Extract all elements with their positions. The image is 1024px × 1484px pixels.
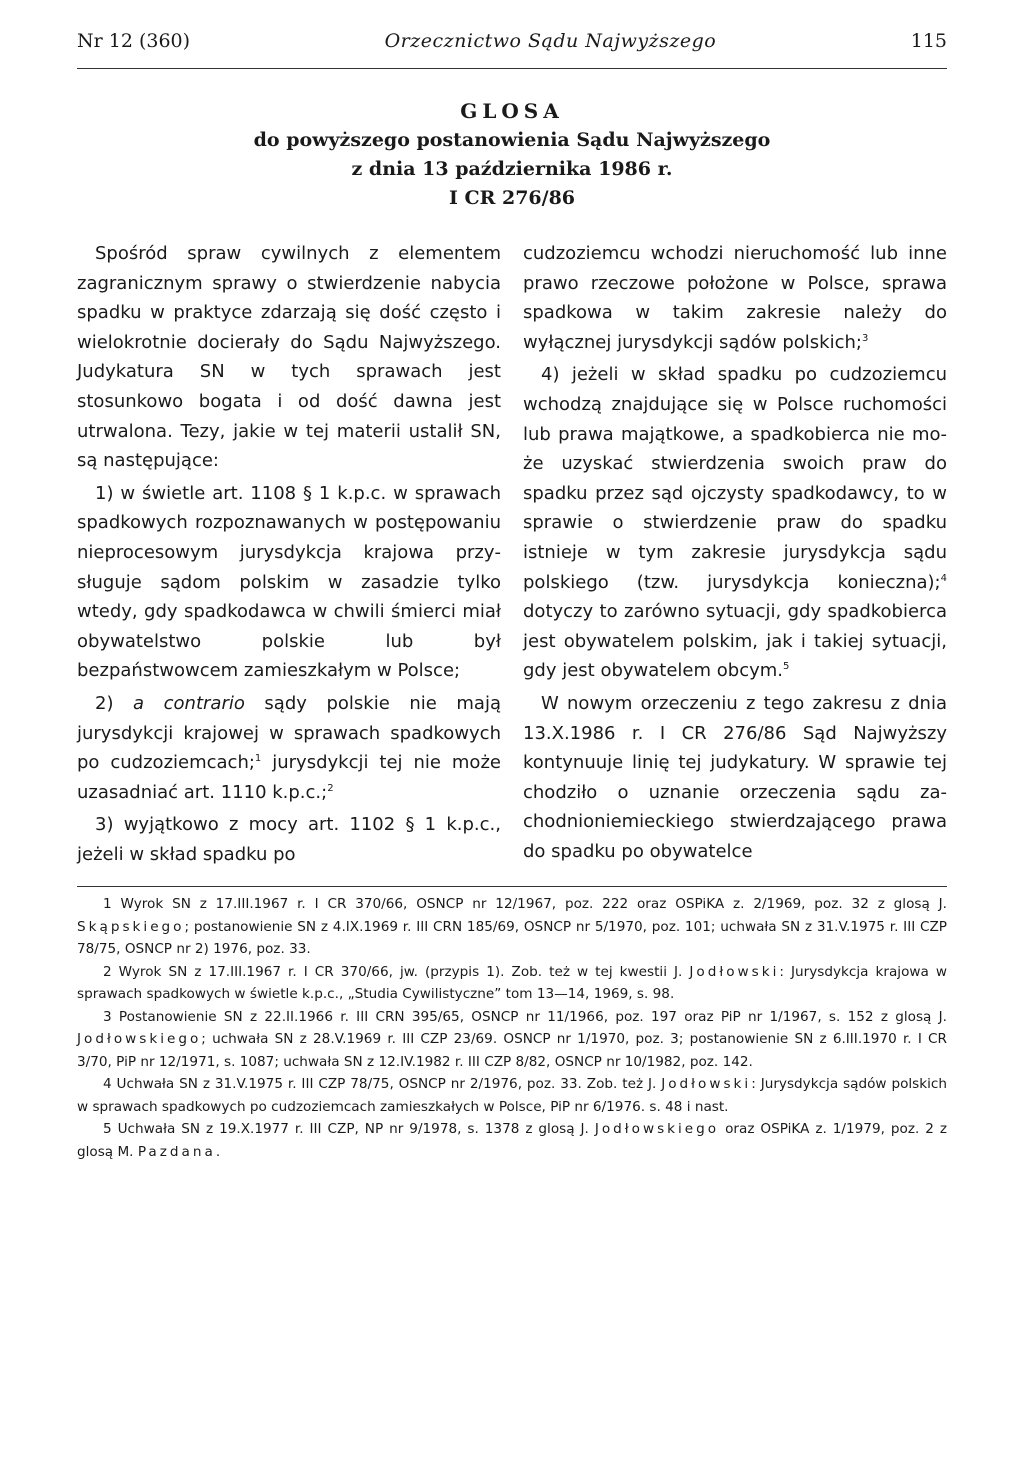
right-column	[523, 239, 947, 869]
paragraph: W nowym orzeczeniu z tego zakresu z dnia 13.X.1986 r. I CR 276/86 Sąd Najwyższy kontynuuje linię tej judykatury. W sprawie tej chodziło o uznanie orzeczenia sądu zachodnioniemieckiego stwierdzającego prawa do spadku po obywatelce	[523, 692, 947, 862]
footnote-ref[interactable]: 3	[861, 332, 869, 344]
paragraph: Spośród spraw cywilnych z elementem zagranicznym sprawy o stwierdzenie nabycia spadku w praktyce zdarzają się dość często i wielokrotnie docierały do Sądu Najwyższego. Judykatura SN w tych sprawach jest stosunkowo bogata i od dość dawna jest utrwalona. Tezy, jakie w tej materii ustalił SN, są następujące:	[77, 243, 501, 472]
footnote-1	[77, 893, 947, 961]
paragraph: 3) wyjątkowo z mocy art. 1102 § 1 k.p.c., jeżeli w skład spadku po	[77, 814, 501, 865]
text-run: 5 Uchwała SN z 19.X.1977 r. III CZP, NP nr 9/1978, s. 1378 z glosą J.	[103, 1121, 589, 1138]
document-page	[77, 30, 947, 1163]
author-name: Jodłowskiego	[77, 1031, 202, 1048]
issue-number: Nr 12 (360)	[77, 30, 191, 52]
paragraph	[523, 239, 947, 357]
article-heading: GLOSA	[460, 99, 564, 123]
article-subtitle-line1: do powyższego postanowienia Sądu Najwyższego	[253, 129, 771, 151]
author-name: Pazdana	[137, 1143, 216, 1160]
latin-phrase: a contrario	[133, 692, 245, 714]
journal-title: Orzecznictwo Sądu Najwyższego	[384, 30, 717, 52]
list-number: 2)	[95, 692, 114, 714]
footnote-rule	[77, 886, 947, 887]
text-run: oraz OSPiKA z. 1/1979, poz. 2 z glosą M.	[77, 1121, 947, 1160]
text-run: cudzoziemcu wchodzi nieruchomość lub inne prawo rzeczowe położone w Polsce, sprawa spadkowa w takim zakresie należy do wyłącznej jurysdykcji sądów polskich;	[523, 243, 947, 353]
author-name: Jodłowski	[661, 1076, 752, 1093]
author-name: Jodłowskiego	[594, 1121, 720, 1138]
text-run: .	[215, 1143, 221, 1160]
case-number: I CR 276/86	[448, 187, 576, 209]
footnote-4	[77, 1073, 947, 1118]
author-name: Skąpskiego	[77, 918, 185, 935]
footnote-3	[77, 1006, 947, 1074]
footnote-ref[interactable]: 4	[940, 572, 947, 584]
footnote-ref[interactable]: 2	[327, 782, 334, 794]
footnote-ref[interactable]: 1	[254, 753, 262, 765]
footnote-ref[interactable]: 5	[783, 661, 790, 673]
article-titles	[77, 97, 947, 213]
body-columns	[77, 239, 947, 869]
paragraph	[523, 360, 947, 686]
text-run: : Jurysdykcja sądów polskich w sprawach spadkowych po cudzoziemcach zamieszkałych w Polsce, PiP nr 6/1976. s. 48 i nast.	[77, 1076, 947, 1115]
paragraph: 1) w świetle art. 1108 § 1 k.p.c. w sprawach spadkowych rozpoznawanych w postępowaniu nieprocesowym jurysdykcja krajowa przysługuje sądom polskim w zasadzie tylko wtedy, gdy spadkodawca w chwili śmierci miał obywatelstwo polskie lub był bezpaństwowcem zamieszkałym w Polsce;	[77, 482, 501, 682]
text-run: 4 Uchwała SN z 31.V.1975 r. III CZP 78/75, OSNCP nr 2/1976, poz. 33. Zob. też J.	[103, 1076, 657, 1093]
page-number: 115	[910, 30, 947, 52]
text-run: ; postanowienie SN z 4.IX.1969 r. III CRN 185/69, OSNCP nr 5/1970, poz. 101; uchwała SN z 31.V.1975 r. III CZP 78/75, OSNCP nr 2) 1976, poz. 33.	[77, 918, 947, 958]
text-run: sądy polskie nie mają jurysdykcji krajowej w sprawach spadkowych po cudzoziemcach;	[77, 692, 501, 774]
footnote-5	[77, 1118, 947, 1163]
text-run: dotyczy to zarówno sytuacji, gdy spadkobierca jest obywatelem polskim, jak i takiej sytuacji, gdy jest obywatelem obcym.	[523, 601, 947, 682]
article-subtitle-line2: z dnia 13 października 1986 r.	[351, 158, 673, 180]
paragraph	[77, 689, 501, 807]
text-run: 4) jeżeli w skład spadku po cudzoziemcu wchodzą znajdujące się w Polsce ruchomości lub prawa majątkowe, a spadkobierca nie może uzyskać stwierdzenia swoich praw do spadku przez sąd ojczysty spadkodawcy, to w sprawie o stwierdzenie praw do spadku istnieje w tym zakresie jurysdykcja sądu polskiego (tzw. jurysdykcja konieczna);	[523, 364, 947, 593]
text-run: : Jurysdykcja krajowa w sprawach spadkowych w świetle k.p.c., „Studia Cywilistyczne” tom 13—14, 1969, s. 98.	[77, 963, 948, 1003]
header-rule	[77, 68, 947, 69]
author-name: Jodłowski	[689, 963, 780, 980]
text-run: ; uchwała SN z 28.V.1969 r. III CZP 23/69. OSNCP nr 1/1970, poz. 3; postanowienie SN z 6.III.1970 r. I CR 3/70, PiP nr 12/1971, s. 1087; uchwała SN z 12.IV.1982 r. III CZP 8/82, OSNCP nr 10/1982, poz. 142.	[77, 1031, 947, 1070]
text-run: 1 Wyrok SN z 17.III.1967 r. I CR 370/66, OSNCP nr 12/1967, poz. 222 oraz OSPiKA z. 2/1969, poz. 32 z glosą J.	[103, 896, 947, 913]
footnotes	[77, 893, 947, 1163]
text-run: jurysdykcji tej nie może uzasadniać art. 1110 k.p.c.;	[77, 752, 501, 803]
text-run: 3 Postanowienie SN z 22.II.1966 r. III CRN 395/65, OSNCP nr 11/1966, poz. 197 oraz PiP nr 1/1967, s. 152 z glosą J.	[103, 1008, 947, 1025]
text-run: 2 Wyrok SN z 17.III.1967 r. I CR 370/66, jw. (przypis 1). Zob. też w tej kwestii J.	[103, 963, 683, 980]
footnote-2	[77, 961, 947, 1006]
running-head	[77, 30, 947, 60]
left-column	[77, 239, 501, 869]
